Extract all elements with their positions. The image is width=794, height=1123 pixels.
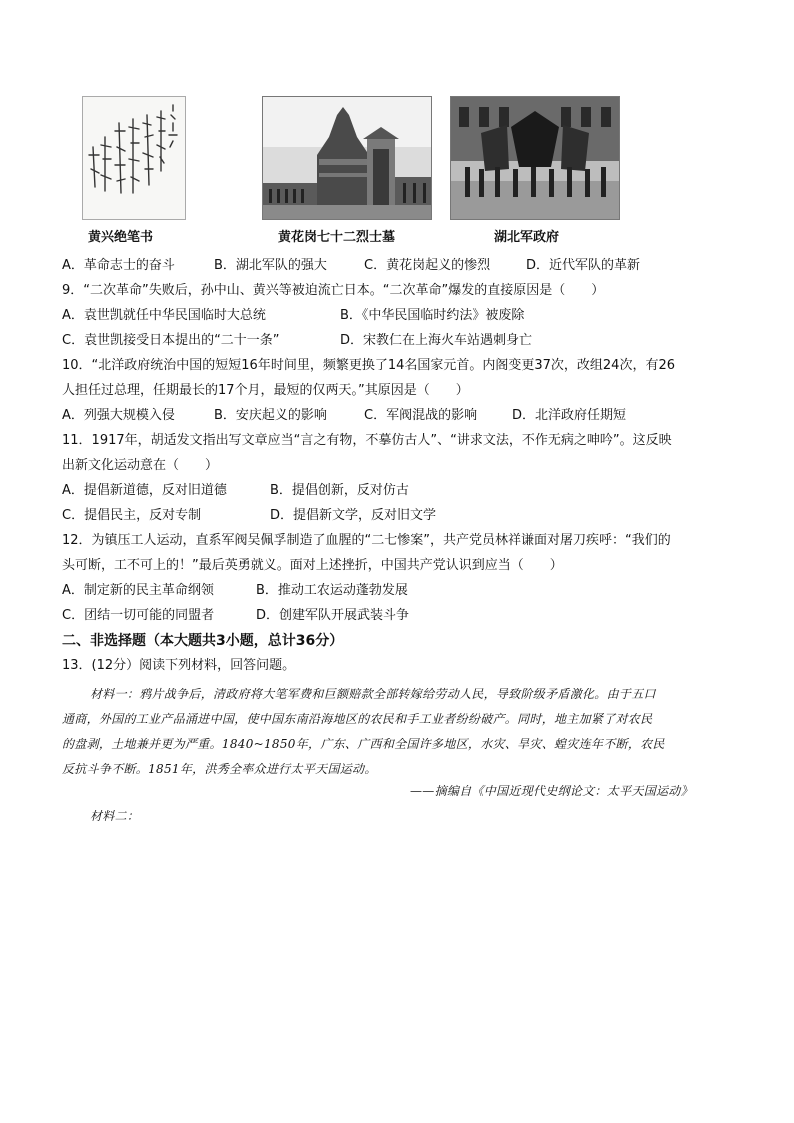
q11-option-b: B．提倡创新，反对仿古 [270,483,409,498]
q10-stem-line-1: 10．“北洋政府统治中国的短短16年时间里，频繁更换了14名国家元首。内阁变更37次，改组24次，有26 [62,358,675,373]
figure-hubei-military-government [450,96,620,245]
q8-option-b: B．湖北军队的强大 [214,258,327,273]
q13-material1-line-2: 通商，外国的工业产品涌进中国，使中国东南沿海地区的农民和手工业者纷纷破产。同时，地主加紧了对农民 [62,712,653,726]
q13-material2-label: 材料二： [90,809,140,823]
q9-option-d: D．宋教仁在上海火车站遇刺身亡 [340,333,533,348]
q11-option-c: C．提倡民主，反对专制 [62,508,202,523]
figure-huangxing-letter [82,96,186,245]
q10-option-a: A．列强大规模入侵 [62,408,175,423]
q12-stem-line-2: 头可断，工不可上的！”最后英勇就义。面对上述挫折，中国共产党认识到应当（ ） [62,558,563,573]
q12-option-b: B．推动工农运动蓬勃发展 [256,583,408,598]
q13-material1-line-3: 的盘剥，土地兼并更为严重。1840~1850年，广东、广西和全国许多地区，水灾、旱灾、蝗灾连年不断，农民 [62,737,665,751]
q10-option-b: B．安庆起义的影响 [214,408,327,423]
q11-stem-line-1: 11．1917年，胡适发文指出写文章应当“言之有物，不摹仿古人”、“讲求文法，不作无病之呻吟”。这反映 [62,433,672,448]
q12-option-a: A．制定新的民主革命纲领 [62,583,214,598]
section-2-title: 二、非选择题（本大题共3小题，总计36分） [62,633,344,649]
photo-huanghuagang-tomb [262,96,432,220]
q10-option-c: C．军阀混战的影响 [364,408,478,423]
q11-stem-line-2: 出新文化运动意在（ ） [62,458,219,473]
q8-option-d: D．近代军队的革新 [526,258,641,273]
q8-option-a: A．革命志士的奋斗 [62,258,175,273]
q12-option-c: C．团结一切可能的同盟者 [62,608,215,623]
q13-material1-line-1: 材料一：鸦片战争后，清政府将大笔军费和巨额赔款全部转嫁给劳动人民，导致阶级矛盾激化。由于五口 [90,687,656,701]
q11-option-a: A．提倡新道德，反对旧道德 [62,483,227,498]
q13-stem: 13．(12分）阅读下列材料，回答问题。 [62,658,296,673]
q9-option-c: C．袁世凯接受日本提出的“二十一条” [62,333,280,348]
figure-caption: 黄兴绝笔书 [88,230,154,245]
q12-stem-line-1: 12．为镇压工人运动，直系军阀吴佩孚制造了血腥的“二七惨案”，共产党员林祥谦面对屠刀疾呼：“我们的 [62,533,671,548]
figure-caption: 湖北军政府 [494,230,560,245]
q13-material1-line-4: 反抗斗争不断。1851年，洪秀全率众进行太平天国运动。 [62,762,377,776]
figure-caption: 黄花岗七十二烈士墓 [278,230,396,245]
q12-option-d: D．创建军队开展武装斗争 [256,608,410,623]
q9-stem: 9．“二次革命”失败后，孙中山、黄兴等被迫流亡日本。“二次革命”爆发的直接原因是（ ） [62,283,605,298]
q11-option-d: D．提倡新文学，反对旧文学 [270,508,437,523]
q9-option-a: A．袁世凯就任中华民国临时大总统 [62,308,266,323]
figure-row [82,96,642,246]
q8-option-c: C．黄花岗起义的惨烈 [364,258,491,273]
photo-huangxing-letter [82,96,186,220]
figure-huanghuagang-tomb [262,96,432,245]
photo-hubei-military-government [450,96,620,220]
q10-option-d: D．北洋政府任期短 [512,408,627,423]
q9-option-b: B．《中华民国临时约法》被废除 [340,308,525,323]
q13-material1-source: ——摘编自《中国近现代史纲论文：太平天国运动》 [410,784,693,798]
q10-stem-line-2: 人担任过总理，任期最长的17个月，最短的仅两天。”其原因是（ ） [62,383,469,398]
